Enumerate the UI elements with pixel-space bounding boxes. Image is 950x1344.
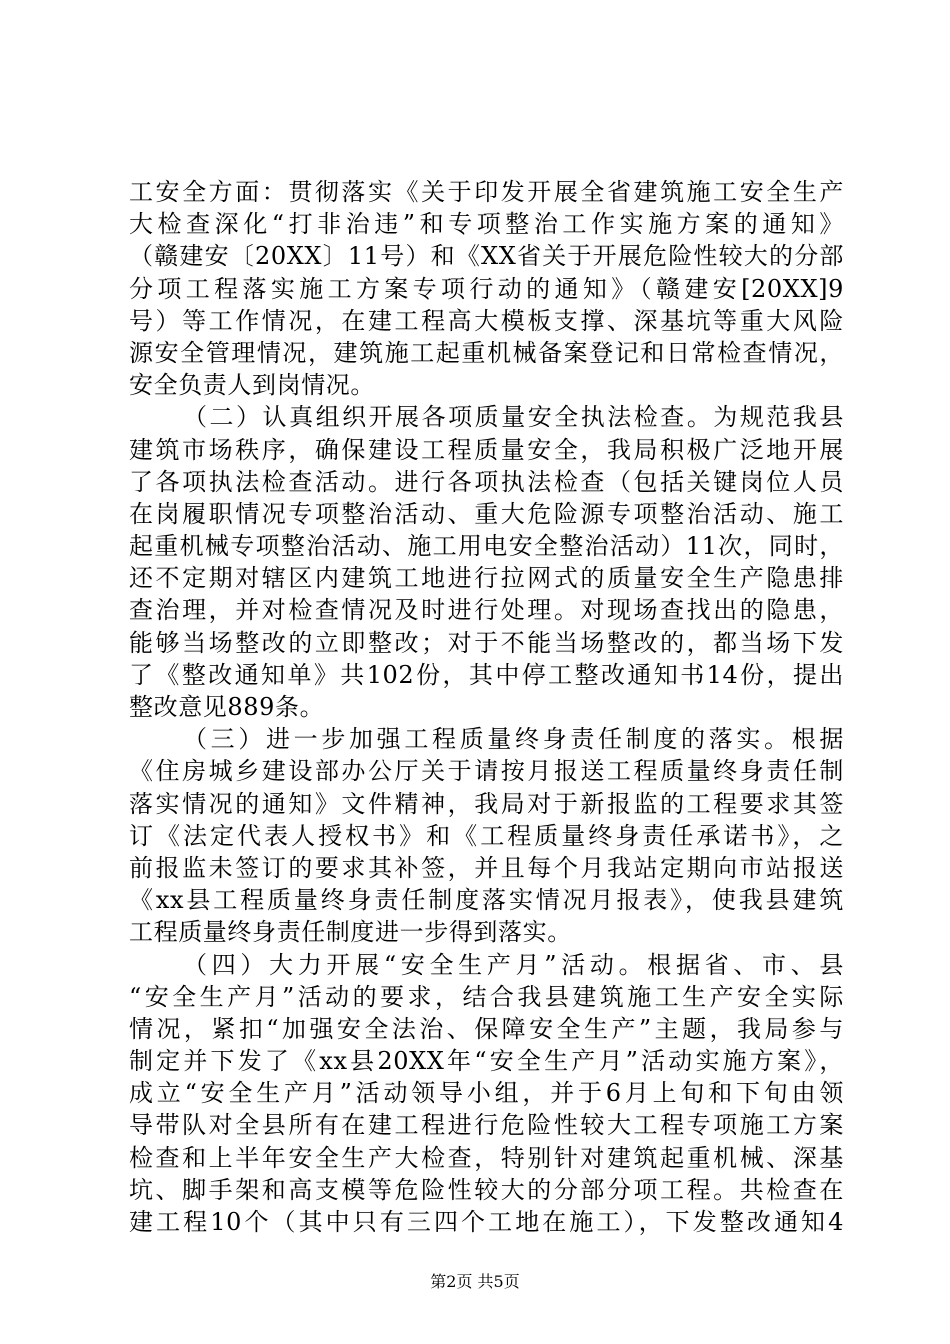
- text-line: 安全负责人到岗情况。: [129, 371, 375, 400]
- text-line: 了各项执法检查活动。进行各项执法检查（包括关键岗位人员: [129, 467, 844, 496]
- text-line: （二）认真组织开展各项质量安全执法检查。为规范我县: [183, 403, 844, 432]
- text-line: 建工程10个（其中只有三四个工地在施工），下发整改通知4: [129, 1208, 844, 1236]
- text-line: 《xx县工程质量终身责任制度落实情况月报表》，使我县建筑: [129, 886, 844, 915]
- text-line: 坑、脚手架和高支模等危险性较大的分部分项工程。共检查在: [129, 1175, 844, 1204]
- text-line: 检查和上半年安全生产大检查，特别针对建筑起重机械、深基: [129, 1143, 844, 1172]
- text-line: 了《整改通知单》共102份，其中停工整改通知书14份，提出: [129, 660, 844, 689]
- text-line: 落实情况的通知》文件精神，我局对于新报监的工程要求其签: [129, 789, 844, 818]
- text-line: 在岗履职情况专项整治活动、重大危险源专项整治活动、施工: [129, 499, 844, 528]
- page-footer: 第2页 共5页: [430, 1272, 520, 1291]
- text-line: 号）等工作情况，在建工程高大模板支撑、深基坑等重大风险: [129, 306, 844, 335]
- text-line: 工程质量终身责任制度进一步得到落实。: [129, 918, 572, 947]
- text-line: 成立“安全生产月”活动领导小组，并于6月上旬和下旬由领: [129, 1079, 844, 1108]
- text-line: （三）进一步加强工程质量终身责任制度的落实。根据: [183, 725, 844, 754]
- text-line: 整改意见889条。: [129, 693, 325, 721]
- text-line: “安全生产月”活动的要求，结合我县建筑施工生产安全实际: [129, 982, 844, 1011]
- text-line: 起重机械专项整治活动、施工用电安全整治活动）11次，同时，: [129, 532, 844, 561]
- document-body: [129, 176, 844, 1238]
- text-line: 导带队对全县所有在建工程进行危险性较大工程专项施工方案: [129, 1111, 844, 1140]
- text-line: 情况，紧扣“加强安全法治、保障安全生产”主题，我局参与: [129, 1014, 844, 1043]
- text-line: 能够当场整改的立即整改；对于不能当场整改的，都当场下发: [129, 628, 844, 657]
- text-line: 还不定期对辖区内建筑工地进行拉网式的质量安全生产隐患排: [129, 564, 844, 593]
- text-line: 大检查深化“打非治违”和专项整治工作实施方案的通知》: [129, 210, 844, 239]
- text-line: 《住房城乡建设部办公厅关于请按月报送工程质量终身责任制: [129, 757, 844, 786]
- text-line: （赣建安〔20XX〕11号）和《XX省关于开展危险性较大的分部: [129, 242, 844, 271]
- text-line: 工安全方面：贯彻落实《关于印发开展全省建筑施工安全生产: [129, 178, 844, 206]
- text-line: 前报监未签订的要求其补签，并且每个月我站定期向市站报送: [129, 853, 844, 882]
- text-line: 建筑市场秩序，确保建设工程质量安全，我局积极广泛地开展: [129, 435, 844, 464]
- text-line: 制定并下发了《xx县20XX年“安全生产月”活动实施方案》，: [129, 1047, 844, 1076]
- text-line: 源安全管理情况，建筑施工起重机械备案登记和日常检查情况，: [129, 338, 844, 367]
- text-line: 分项工程落实施工方案专项行动的通知》（赣建安[20XX]9: [129, 274, 844, 303]
- text-line: （四）大力开展“安全生产月”活动。根据省、市、县: [183, 950, 844, 979]
- text-line: 查治理，并对检查情况及时进行处理。对现场查找出的隐患，: [129, 596, 844, 625]
- text-line: 订《法定代表人授权书》和《工程质量终身责任承诺书》，之: [129, 821, 844, 850]
